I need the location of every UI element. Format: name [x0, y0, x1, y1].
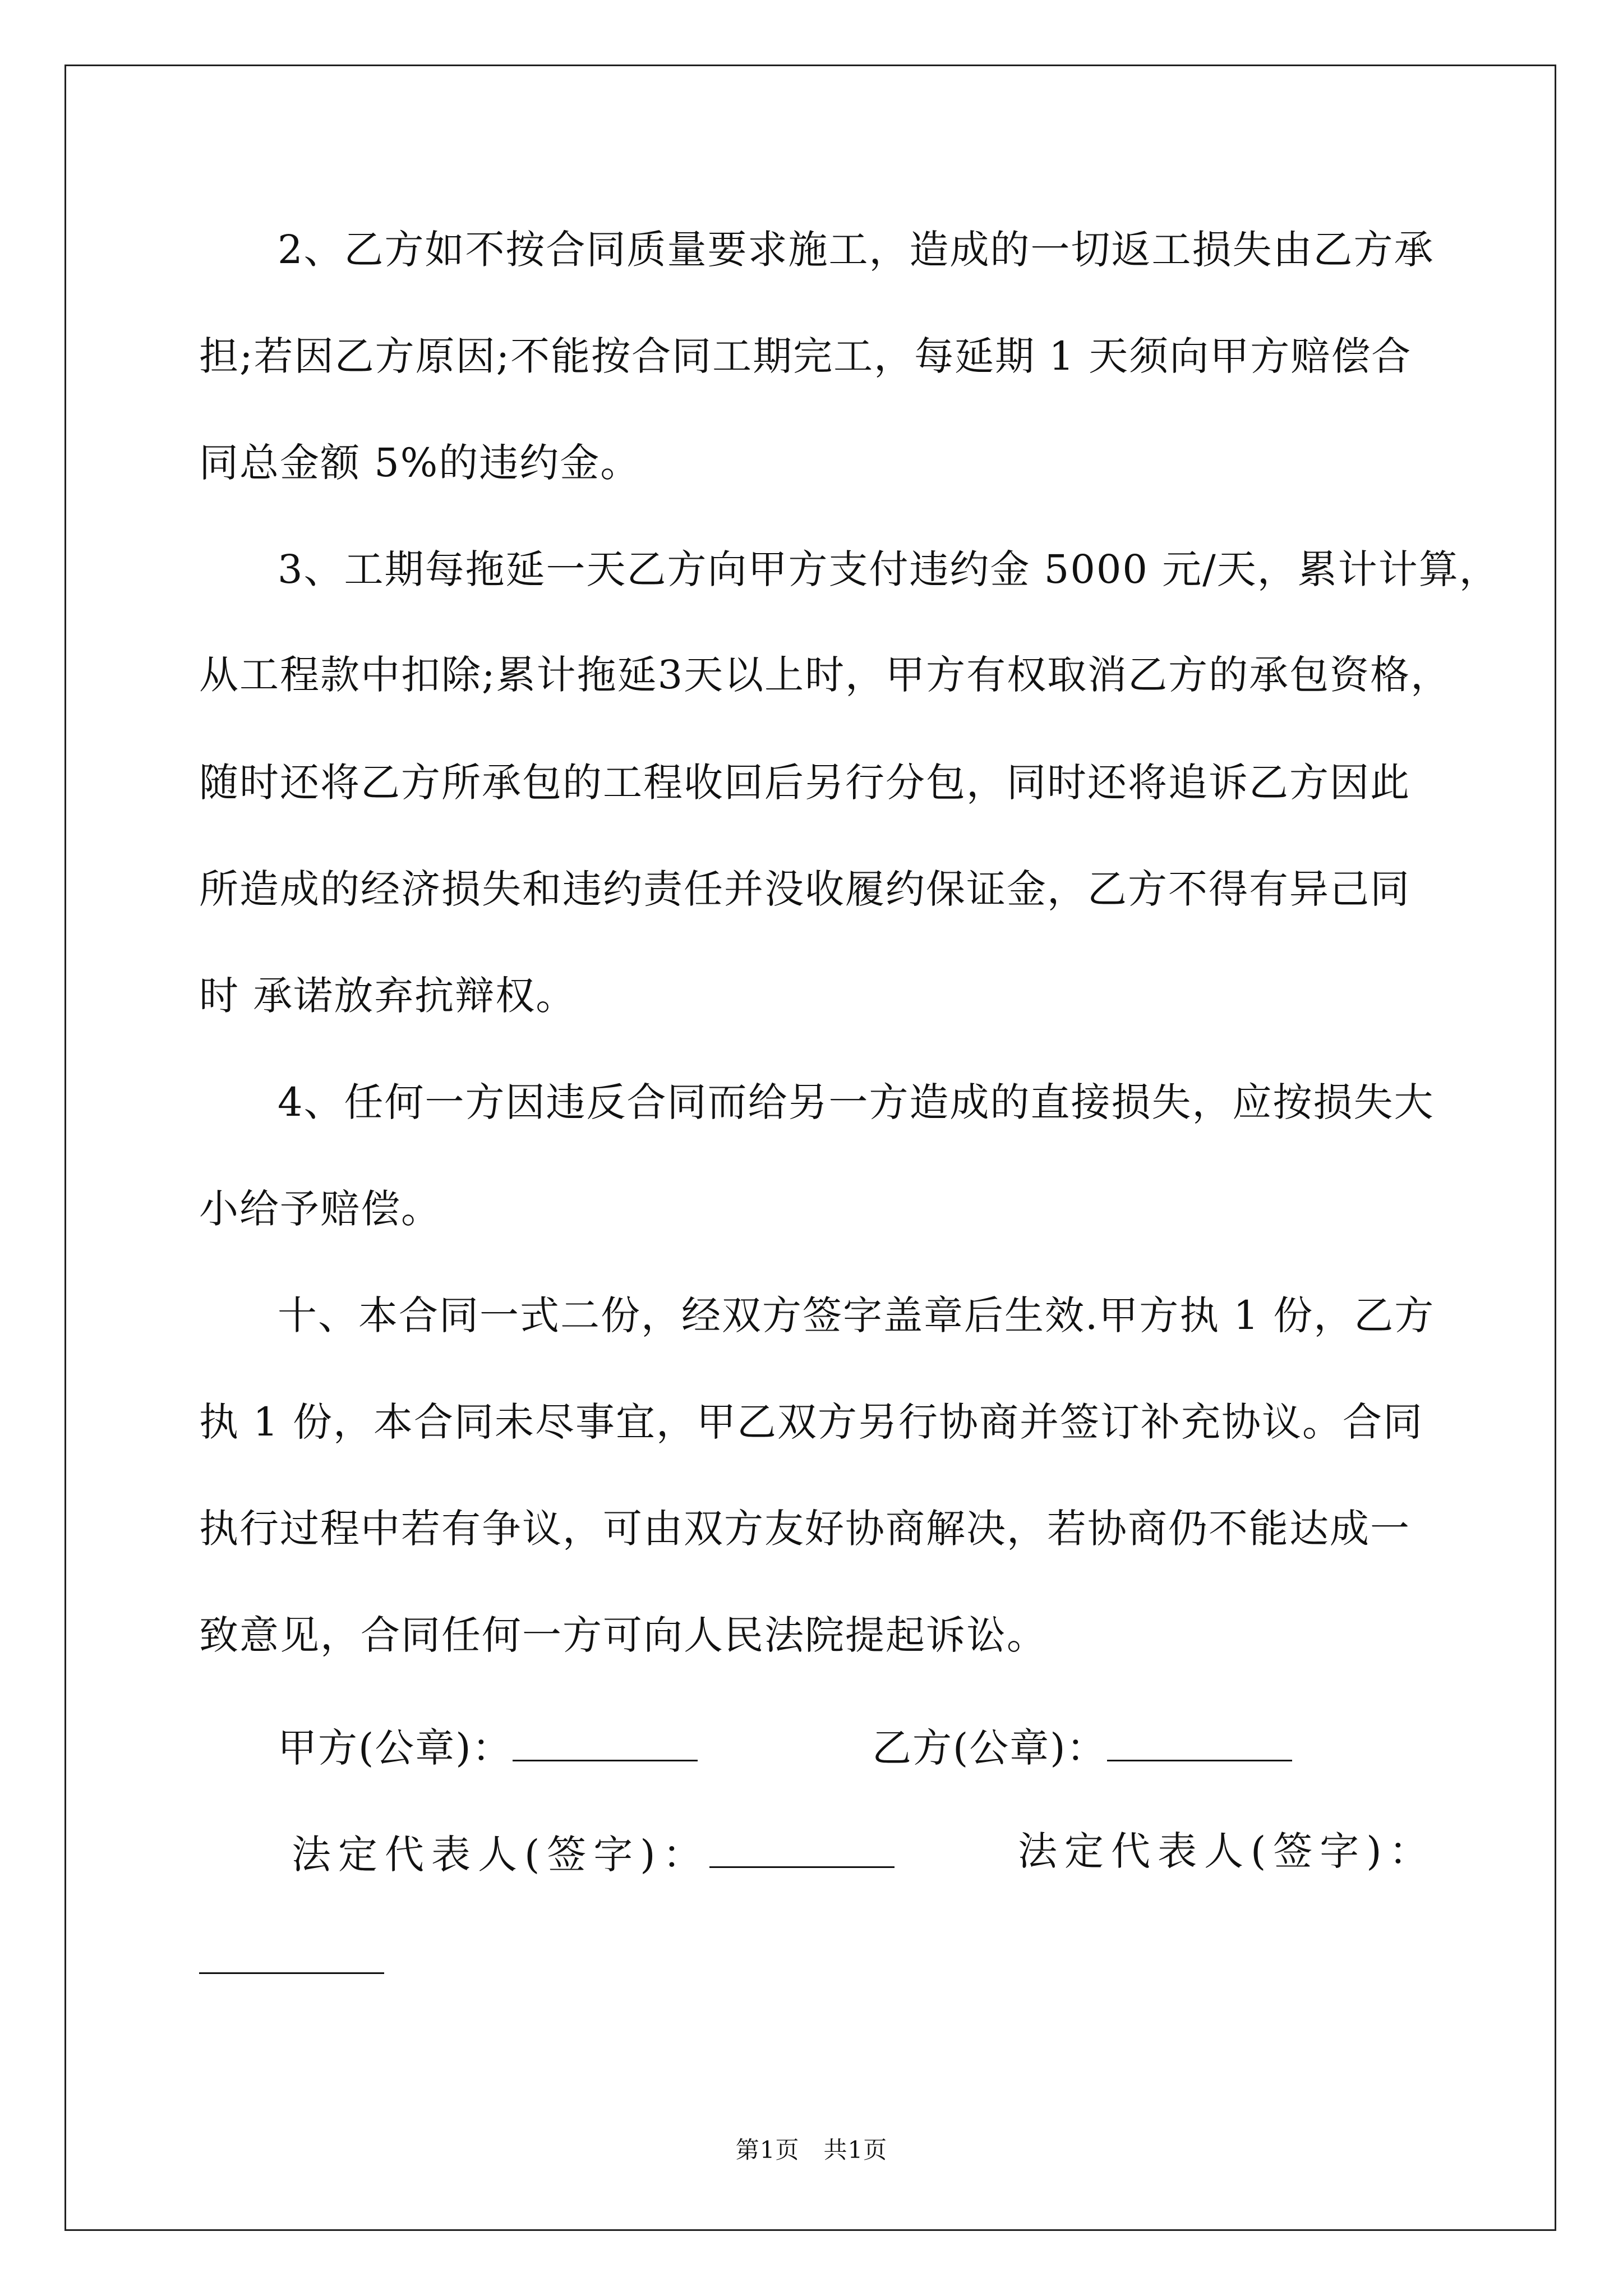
party-a-seal-label: 甲方(公章)： [278, 1725, 513, 1771]
paragraph-10-line-3: 执行过程中若有争议，可由双方友好协商解决，若协商仍不能达成一 [199, 1506, 1410, 1552]
paragraph-10-line-1: 十、本合同一式二份，经双方签字盖章后生效.甲方执 1 份，乙方 [278, 1292, 1435, 1338]
party-a-rep-field [292, 1832, 895, 1878]
paragraph-3-line-1: 3、工期每拖延一天乙方向甲方支付违约金 5000 元/天，累计计算， [278, 546, 1500, 592]
paragraph-4-line-2: 小给予赔偿。 [199, 1186, 441, 1232]
paragraph-2-line-3: 同总金额 5%的违约金。 [199, 440, 641, 486]
paragraph-4-line-1: 4、任何一方因违反合同而给另一方造成的直接损失，应按损失大 [278, 1079, 1435, 1125]
paragraph-10-line-2: 执 1 份，本合同未尽事宜，甲乙双方另行协商并签订补充协议。合同 [199, 1399, 1424, 1445]
paragraph-3-line-2: 从工程款中扣除;累计拖延3天以上时，甲方有权取消乙方的承包资格， [199, 652, 1451, 698]
paragraph-3-line-4: 所造成的经济损失和违约责任并没收履约保证金，乙方不得有异己同 [199, 866, 1410, 912]
party-b-rep-blank [199, 1972, 384, 1974]
party-b-seal-field [872, 1725, 1292, 1771]
paragraph-3-line-5: 时 承诺放弃抗辩权。 [199, 973, 577, 1019]
paragraph-2-line-1: 2、乙方如不按合同质量要求施工，造成的一切返工损失由乙方承 [278, 227, 1435, 273]
party-a-seal-blank [513, 1725, 698, 1761]
party-a-seal-field [278, 1725, 698, 1771]
page-footer: 第1页 共1页 [735, 2136, 888, 2164]
party-b-seal-label: 乙方(公章)： [872, 1725, 1107, 1771]
paragraph-3-line-3: 随时还将乙方所承包的工程收回后另行分包，同时还将追诉乙方因此 [199, 760, 1410, 806]
paragraph-10-line-4: 致意见，合同任何一方可向人民法院提起诉讼。 [199, 1612, 1047, 1658]
party-b-rep-label: 法定代表人(签字)： [1018, 1828, 1436, 1874]
party-b-seal-blank [1107, 1725, 1292, 1761]
paragraph-2-line-2: 担;若因乙方原因;不能按合同工期完工，每延期 1 天须向甲方赔偿合 [199, 333, 1412, 379]
party-a-rep-label: 法定代表人(签字)： [292, 1832, 709, 1878]
party-a-rep-blank [709, 1832, 895, 1868]
page-border [64, 65, 1556, 2231]
party-b-rep-field [1018, 1828, 1436, 1874]
